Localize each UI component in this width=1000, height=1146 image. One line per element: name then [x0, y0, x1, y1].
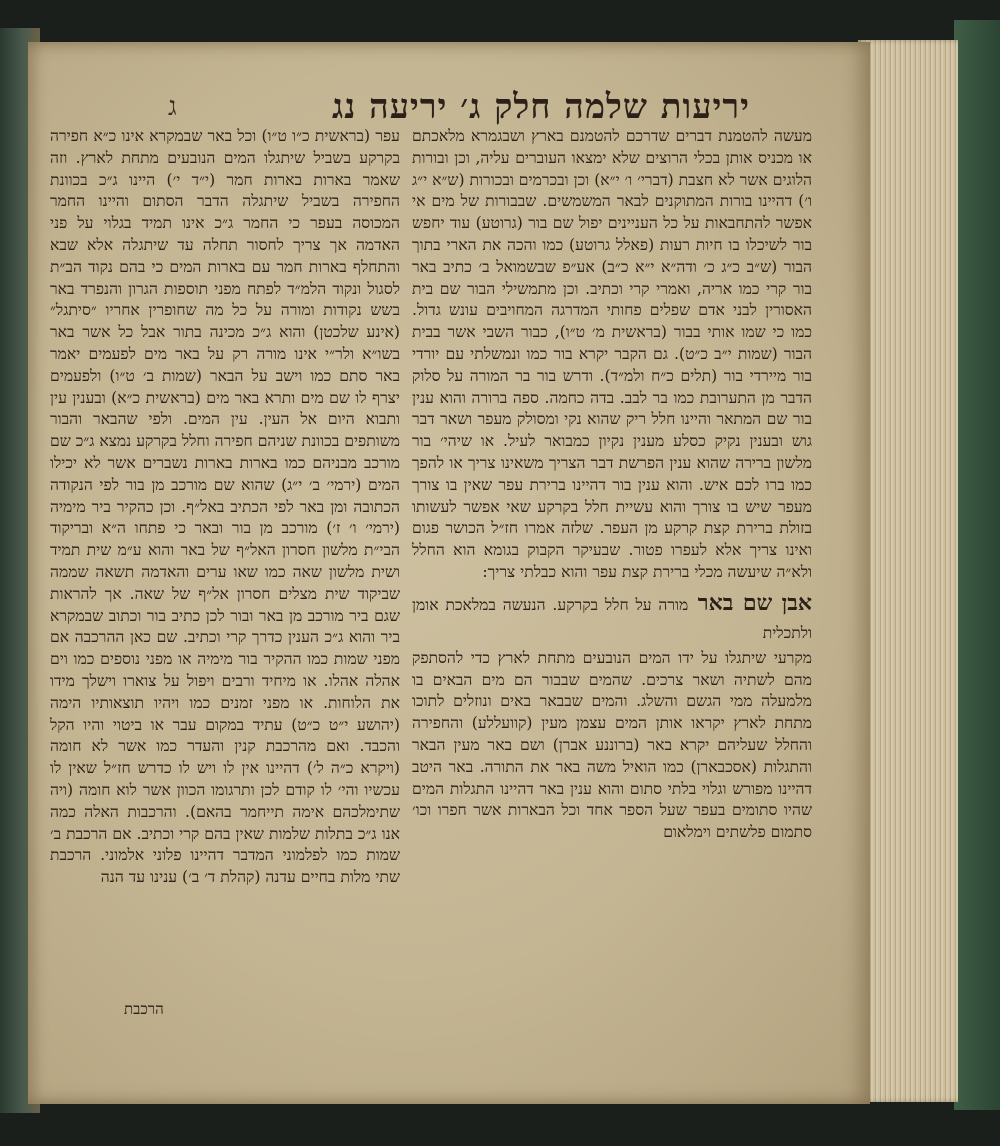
right-paragraph: מעשה להטמנת דברים שדרכם להטמנם בארץ ושבגמרא מלאכתם או מכניס אותן בכלי הרוצים שלא ימצאו העוברים עליה, וכן ובורות הלוגים אשר לא חצבת (דברי׳ ו׳ י״א) וכן ובכרמים ובכורות (ש״א י״ג ו׳) דהיינו בורות המתוקנים לבאר המשמשים. שבבורות של מים אי אפשר להתחבאות על כל העניינים יפול שם בור (גרוטע) עוד יחפש בור לשיכלו בו חיות רעות (פאלל גרוטע) כמו והכה את הארי בתוך הבור (ש״ב כ״ג כ׳ ודה״א י״א כ״ב) אע״פ שבשמואל ב׳ כתיב באר בור קרי כמו אריה, ואמרי קרי וכתיב. וכן מתמשילי הבור שם בית האסורין לבני אדם שפלים פחותי המדרגה המחויבים עונש גדול. כמו כי שמו אותי בבור (בראשית מ׳ ט״ו), כבור השבי אשר בבית הבור (שמות י״ב כ״ט). גם הקבר יקרא בור כמו ונמשלתי עם יורדי בור מיירדי בור (תלים כ״ח ולמ״ד). ודרש בור בר המורה על סלוק הדבר מן התערובת כמו בר לבב. בדה כחמה. ספה ברורה והוא ענין בור שם המתאר והיינו חלל ריק שהוא נקי ומסולק מעפר ושאר דבר גוש ובענין נקיק כסלע מענין נקיון כמבואר לעיל. או שיהי׳ בור מלשון ברירה שהוא ענין הפרשת דבר הצריך משאינו צריך או להפך כמו ברו לכם איש. והוא ענין בור דהיינו ברירת עפר שאין בו צורך מעפר שיש בו צורך והוא עשיית חלל בקרקע שאי אפשר לעשותו בזולת ברירת קצת קרקע מן העפר. שלזה אמרו חז״ל הכושר פגום ואינו צריך אלא לעפרו פטור. שבעיקר הקבוק בגומא הוא החלל ולא״ה שיעשה מכלי ברירת קצת עפר והוא כבלתי צריך: — [412, 127, 812, 581]
catchword: הרכבת — [124, 1000, 164, 1018]
running-title: יריעות שלמה חלק ג׳ יריעה נג — [332, 87, 750, 127]
page-header — [168, 82, 750, 132]
right-column — [412, 126, 812, 844]
left-column — [50, 126, 400, 889]
book-page — [28, 42, 870, 1104]
book-cover-right — [954, 20, 1000, 1110]
header-ornament: ג — [168, 92, 177, 122]
heading-word: אבן שם באר — [697, 589, 812, 616]
left-paragraph: עפר (בראשית כ״ו ט״ו) וכל באר שבמקרא אינו כ״א חפירה בקרקע בשביל שיתגלו המים הנובעים מתחת לארץ. וזה שאמר בארות בארות חמר (י״ד י׳) היינו ג״כ בכוונת החפירה בשביל שיתגלה הדבר הסתום והיינו החמר המכוסה בעפר כי החמר ג״כ אינו תמיד בגלוי על פני האדמה אך צריך לחסור תחלה עד שיתגלה אלא שבא והתחלף בארות חמר עם בארות המים כי בהם נקוד הב״ת לסגול ונקוד הלמ״ד לפתח מפני תוספות הגרון והנפרד באר בשש נקודות ומורה על כל מה שחופרין אחריו ״סיתגל״ (אינע שלכטן) והוא ג״כ מכינה בתור אבל כל אשר באר בשו״א ולר״י אינו מורה רק על באר מים לפעמים יאמר באר סתם כמו וישב על הבאר (שמות ב׳ ט״ו) ולפעמים יצרף לו שם מים ותרא באר מים (בראשית כ״א) ובענין עין ותבוא היום אל העין. עין המים. ולפי שהבאר והבור משותפים בכוונת שניהם חפירה וחלל בקרקע נמצא ג״כ שם מורכב מבניהם כמו בארות בארות נשברים אשר לא יכילו המים (ירמי׳ ב׳ י״ג) שהוא שם מורכב מן בור לפי הנקודה הכתובה ומן באר לפי הכתיב באל״ף. וכן כהקיר ביר מימיה (ירמי׳ ו׳ ז׳) מורכב מן בור ובאר כי פתחו ה״א ובריקוד הבי״ת מלשון חסרון האל״ף של באר והוא ע״מ שית תמיד ושית מלשון שאה כמו שאו ערים והאדמה תשאה שממה שביקוד שית מצלים חסרון אל״ף של שאה. אך להראות שגם ביר מורכב מן באר ובור לכן כתיב בור וכתוב שבמקרא ביר והוא ג״כ הענין כדרך קרי וכתיב. שם כאן ההרכבה אם מפני שמות כמו ההקיר בור מימיה או מפני נוספים כמו וים אהלה אהלו. או מיחיד ורבים ויפול על צוארו וישלך מידו את הלוחות. או מפני זמנים כמו ויהיו תוצאותיו הימה (יהושע י״ט כ״ט) עתיד במקום עבר או ביטוי והיו הקל והכבד. ואם מהרכבת קנין והעדר כמו אשר לא חומה (ויקרא כ״ה ל׳) דהיינו אין לו ויש לו כדרש חז״ל שאין לו עכשיו והי׳ לו קודם לכן ותרגומו הכוון אשר לוא חומה (ויה שתימלכהם אימה תייחמר בהאם). והרכבות האלה כמה אנו ג״כ בתלות שלמות שאין בהם קרי וכתיב. אם הרכבת ב׳ שמות כמו לפלמוני המדבר דהיינו פלוני אלמוני. הרכבת שתי מלות בחיים עדנה (קהלת ד׳ ב׳) ענינו עד הנה — [50, 127, 400, 887]
page-stack-edge — [858, 40, 958, 1102]
section-heading — [412, 590, 812, 646]
heading-rest: מורה על חלל בקרקע. הנעשה במלאכת אומן ולתכלית — [412, 595, 812, 642]
right-paragraph: מקרעי שיתגלו על ידו המים הנובעים מתחת לארץ כדי להסתפק מהם לשתיה ושאר צרכים. שהמים שבבור הם מים הבאים בו מלמעלה ממי הגשם והשלג. והמים שבבאר באים ונוזלים לתוכו מתחת לארץ יקראו אותן המים עצמן מעין (קוועללע) והחפירה והחלל שעליהם יקרא באר (ברוננע אברן) ושם באר מעין הבאר והתגלות (אסכבארן) כמו הואיל משה באר את התורה. באר היטב דהיינו מפורש וגלוי בלתי סתום והוא ענין באר דהיינו התגלות המים שהיו סתומים בעפר שעל הספר אחד וכל הבארות אשר חפרו וכו׳ סתמום פלשתים וימלאום — [412, 648, 812, 842]
